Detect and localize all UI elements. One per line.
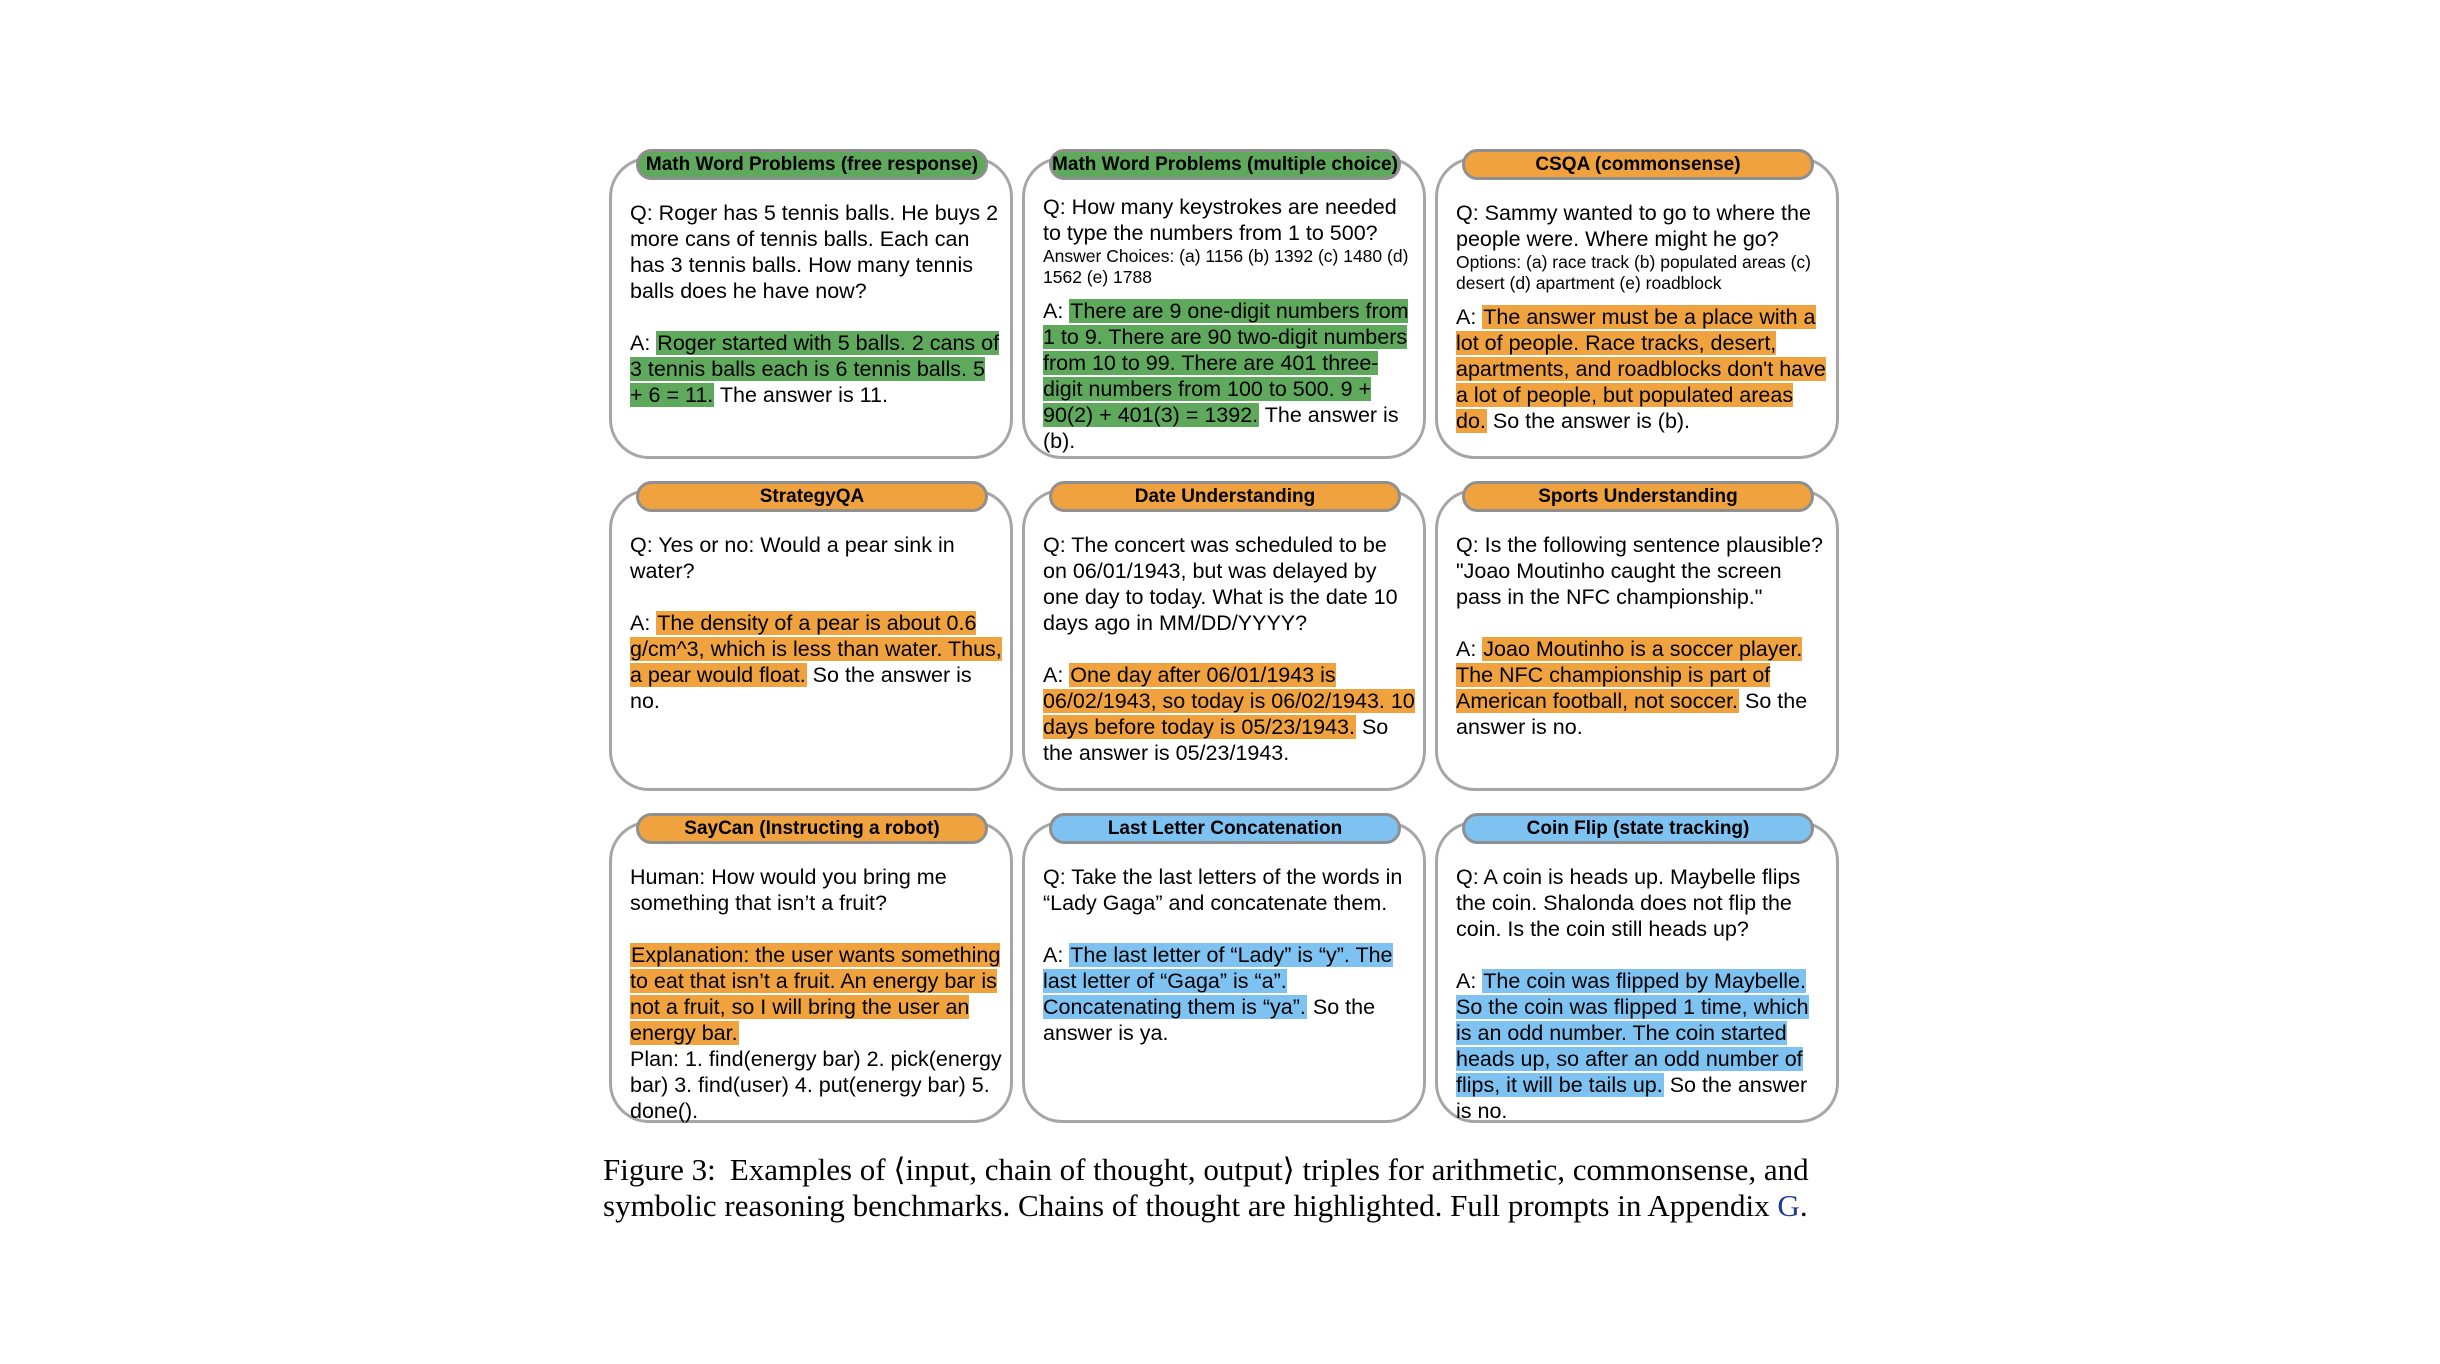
question-text: Q: Take the last letters of the words in “Lady Gaga” and concatenate them. bbox=[1043, 865, 1403, 915]
answer-suffix: So the answer is (b). bbox=[1486, 409, 1691, 433]
card-body bbox=[630, 200, 1002, 408]
answer-text bbox=[1043, 298, 1415, 454]
chain-of-thought-highlight: There are 9 one-digit numbers from 1 to 9. There are 90 two-digit numbers from 10 to 99. There are 401 three-digit numbers from 100 to 500. 9 + 90(2) + 401(3) = 1392. bbox=[1043, 299, 1409, 427]
question-text: Human: How would you bring me something that isn’t a fruit? bbox=[630, 865, 947, 915]
answer-text bbox=[1456, 968, 1828, 1124]
card-body bbox=[1043, 864, 1415, 1046]
example-card-coin-flip bbox=[1435, 818, 1839, 1123]
answer-suffix: So the answer is ya. bbox=[1043, 995, 1376, 1045]
answer-prefix: A: bbox=[1456, 969, 1483, 993]
card-title-tag: CSQA (commonsense) bbox=[1462, 149, 1814, 180]
answer-text bbox=[630, 942, 1002, 1046]
chain-of-thought-highlight: One day after 06/01/1943 is 06/02/1943, so today is 06/02/1943. 10 days before today is 05/23/1943. bbox=[1043, 663, 1415, 739]
answer-suffix: So the answer is no. bbox=[630, 663, 972, 713]
answer-choices-text: Answer Choices: (a) 1156 (b) 1392 (c) 1480 (d) 1562 (e) 1788 bbox=[1043, 246, 1409, 287]
example-card-saycan bbox=[609, 818, 1013, 1123]
card-title-tag: Last Letter Concatenation bbox=[1049, 813, 1401, 844]
card-title-tag: SayCan (Instructing a robot) bbox=[636, 813, 988, 844]
answer-suffix: The answer is 11. bbox=[714, 383, 888, 407]
answer-prefix: A: bbox=[630, 611, 657, 635]
options-text: Options: (a) race track (b) populated areas (c) desert (d) apartment (e) roadblock bbox=[1456, 252, 1812, 293]
answer-text bbox=[630, 610, 1002, 714]
answer-prefix: A: bbox=[1456, 305, 1483, 329]
question-text: Q: Roger has 5 tennis balls. He buys 2 more cans of tennis balls. Each can has 3 tennis balls. How many tennis balls does he have now? bbox=[630, 201, 999, 303]
answer-prefix: A: bbox=[630, 331, 657, 355]
plan-text: Plan: 1. find(energy bar) 2. pick(energy bar) 3. find(user) 4. put(energy bar) 5. done(). bbox=[630, 1047, 1002, 1123]
answer-text bbox=[1043, 662, 1415, 766]
example-card-math-mc bbox=[1022, 154, 1426, 459]
question-text: Q: How many keystrokes are needed to type the numbers from 1 to 500? bbox=[1043, 195, 1397, 245]
answer-text bbox=[1456, 304, 1828, 434]
example-card-sports bbox=[1435, 486, 1839, 791]
question-text: Q: Is the following sentence plausible? "Joao Moutinho caught the screen pass in the NFC championship." bbox=[1456, 533, 1823, 609]
question-text: Q: Yes or no: Would a pear sink in water? bbox=[630, 533, 955, 583]
chain-of-thought-highlight: Joao Moutinho is a soccer player. The NFC championship is part of American football, not soccer. bbox=[1456, 637, 1803, 713]
caption-text: Examples of ⟨input, chain of thought, output⟩ triples for arithmetic, commonsense, and symbolic reasoning benchmarks. Chains of thought are highlighted. Full prompts in Appendix bbox=[603, 1152, 1809, 1223]
example-card-csqa bbox=[1435, 154, 1839, 459]
card-title-tag: Sports Understanding bbox=[1462, 481, 1814, 512]
chain-of-thought-highlight: The last letter of “Lady” is “y”. The last letter of “Gaga” is “a”. Concatenating them is “ya”. bbox=[1043, 943, 1393, 1019]
answer-text bbox=[630, 330, 1002, 408]
answer-suffix: So the answer is no. bbox=[1456, 689, 1808, 739]
appendix-link[interactable]: G bbox=[1777, 1188, 1800, 1223]
answer-suffix: So the answer is 05/23/1943. bbox=[1043, 715, 1389, 765]
figure-label: Figure 3: bbox=[603, 1152, 716, 1187]
card-body bbox=[1043, 532, 1415, 766]
question-text: Q: Sammy wanted to go to where the people were. Where might he go? bbox=[1456, 201, 1811, 251]
question-text: Q: A coin is heads up. Maybelle flips the coin. Shalonda does not flip the coin. Is the coin still heads up? bbox=[1456, 865, 1801, 941]
card-title-tag: StrategyQA bbox=[636, 481, 988, 512]
example-card-date bbox=[1022, 486, 1426, 791]
answer-text bbox=[1043, 942, 1415, 1046]
answer-prefix: A: bbox=[1043, 943, 1070, 967]
card-body bbox=[1456, 864, 1828, 1124]
card-title-tag: Math Word Problems (free response) bbox=[636, 149, 988, 180]
question-text: Q: The concert was scheduled to be on 06/01/1943, but was delayed by one day to today. What is the date 10 days ago in MM/DD/YYYY? bbox=[1043, 533, 1398, 635]
card-title-tag: Coin Flip (state tracking) bbox=[1462, 813, 1814, 844]
card-body bbox=[1456, 200, 1828, 434]
answer-suffix: So the answer is no. bbox=[1456, 1073, 1808, 1123]
card-title-tag: Date Understanding bbox=[1049, 481, 1401, 512]
chain-of-thought-highlight: The coin was flipped by Maybelle. So the coin was flipped 1 time, which is an odd number. The coin started heads up, so after an odd number of flips, it will be tails up. bbox=[1456, 969, 1809, 1097]
answer-text bbox=[1456, 636, 1828, 740]
chain-of-thought-highlight: Explanation: the user wants something to eat that isn’t a fruit. An energy bar is not a fruit, so I will bring the user an energy bar. bbox=[630, 943, 1001, 1045]
card-title-tag: Math Word Problems (multiple choice) bbox=[1049, 149, 1401, 180]
chain-of-thought-highlight: Roger started with 5 balls. 2 cans of 3 tennis balls each is 6 tennis balls. 5 + 6 = 11. bbox=[630, 331, 1000, 407]
caption-end: . bbox=[1799, 1188, 1808, 1223]
chain-of-thought-highlight: The density of a pear is about 0.6 g/cm^3, which is less than water. Thus, a pear would float. bbox=[630, 611, 1002, 687]
chain-of-thought-highlight: The answer must be a place with a lot of people. Race tracks, desert, apartments, and roadblocks don't have a lot of people, but populated areas do. bbox=[1456, 305, 1826, 433]
figure-caption bbox=[603, 1152, 1883, 1224]
answer-suffix: The answer is (b). bbox=[1043, 403, 1399, 453]
answer-prefix: A: bbox=[1043, 663, 1070, 687]
answer-prefix: A: bbox=[1456, 637, 1483, 661]
card-body bbox=[630, 864, 1002, 1124]
card-body bbox=[630, 532, 1002, 714]
card-body bbox=[1043, 194, 1415, 454]
example-card-math-free bbox=[609, 154, 1013, 459]
example-card-strategyqa bbox=[609, 486, 1013, 791]
answer-prefix: A: bbox=[1043, 299, 1070, 323]
example-card-last-letter bbox=[1022, 818, 1426, 1123]
card-body bbox=[1456, 532, 1828, 740]
